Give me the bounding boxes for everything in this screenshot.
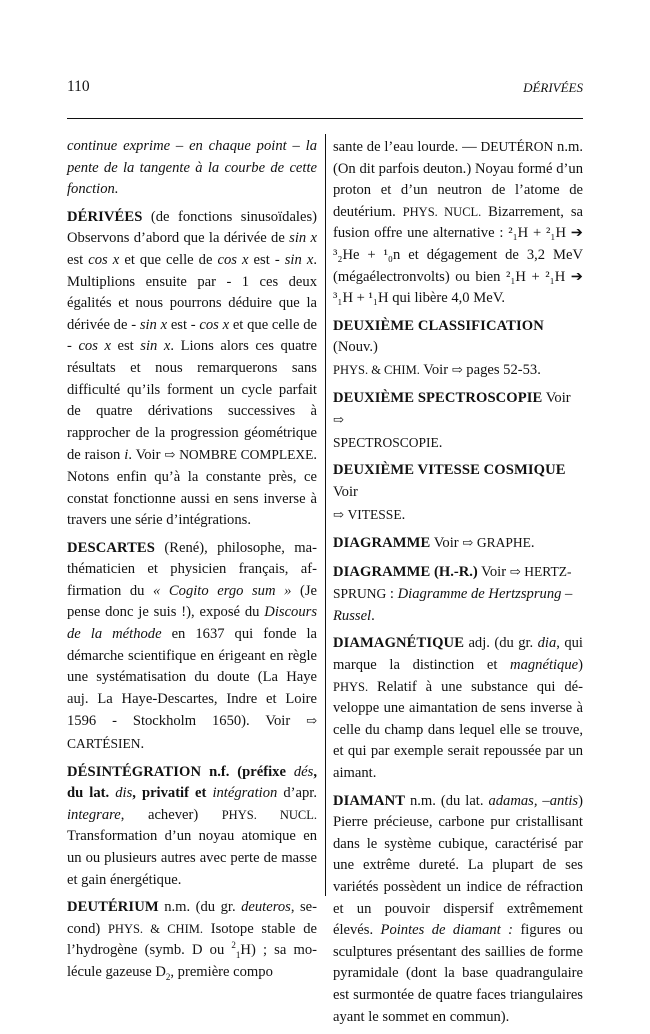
cross-reference-link[interactable]: NOMBRE COMPLEXE (179, 447, 314, 463)
arrow-right-icon: ⇨ (164, 447, 176, 463)
domain-label: PHYS. & CHIM. (107, 921, 203, 936)
entry-deuterium-continued: sante de l’eau lourde. — DEUTÉRON n.m. (On dit parfois deuton.) Noyau formé d’un proton et d’un neutron de l’atome de deutérium. PHYS. NUCL. Bizarrement, sa fusion offre une alternative : ²₁H + ²₁H ➔ ³₂He + ¹₀n et dégagement de 3,2 MeV (mégaélectronvolts) ou bien ²₁H + ²₁H ➔ ³₁H + ¹₁H qui libère 4,0 MeV. (333, 139, 584, 307)
entry-diagramme: DIAGRAMME Voir ⇨ GRAPHE. (333, 535, 535, 552)
headword: DÉSINTÉGRATION (67, 763, 202, 780)
page-number: 110 (67, 78, 90, 95)
fusion-equation-2: ²₁H + ²₁H ➔ ³₁H + ¹₁H (333, 268, 583, 307)
arrow-right-icon: ⇨ (509, 563, 521, 579)
headword: DEUXIÈME CLASSIFICATION (333, 317, 544, 334)
domain-label: PHYS. & CHIM. (333, 362, 420, 377)
left-column (67, 136, 317, 990)
right-column (333, 136, 583, 1034)
fusion-equation-1: ²₁H + ²₁H ➔ ³₂He + ¹₀n (333, 225, 583, 263)
column-divider (325, 134, 326, 896)
domain-label: PHYS. NUCL. (221, 807, 317, 822)
cross-reference-link[interactable]: GRAPHE (476, 535, 531, 551)
headword: DEUTÉRIUM (67, 899, 159, 916)
domain-label: PHYS. (333, 679, 369, 694)
entry-continuation: continue exprime – en chaque point – la pente de la tangente à la courbe de cette fonction. (67, 138, 317, 198)
arrow-right-icon: ⇨ (306, 713, 317, 729)
arrow-right-icon: ⇨ (333, 506, 344, 522)
entry-derivees: DÉRIVÉES (de fonctions sinusoïdales) Observons d’abord que la dérivée de sin x est cos x et que celle de cos x est - sin x. Multiplions ensuite par - 1 ces deux égalités et nous pourrons déduire que la dérivée de - sin x est - cos x et que celle de - cos x est sin x. Lions alors ces quatre résultats et nous remarquerons sans difficulté qu’ils forment un cycle parfait de quatre dérivations successives à rapprocher de la progression géométrique de raison i. Voir ⇨ NOMBRE COMPLEXE. Notons enfin qu’à la constante près, ce constat fonctionne aussi en sens inverse à travers une série d’intégrations. (67, 208, 317, 529)
cross-reference-link[interactable]: CARTÉSIEN (67, 736, 141, 752)
cross-reference-link[interactable]: HERTZSPRUNG (333, 563, 572, 602)
headword: DESCARTES (67, 539, 155, 556)
arrow-right-icon: ⇨ (451, 361, 463, 377)
entry-deuxieme-spectroscopie: DEUXIÈME SPECTROSCOPIE Voir ⇨ SPECTROSCOPIE. (333, 389, 571, 451)
running-head: DÉRIVÉES (523, 80, 583, 95)
entry-desintegration: DÉSINTÉGRATION n.f. (préfixe dés, du lat. dis, privatif et intégration d’apr. integrare, achever) PHYS. NUCL. Transformation d’un noyau atomique en un ou plusieurs autres avec perte de masse et gain énergétique. (67, 763, 318, 888)
headword: DEUXIÈME VITESSE COSMIQUE (333, 462, 566, 479)
arrow-right-icon: ⇨ (333, 412, 344, 428)
entry-deuxieme-vitesse: DEUXIÈME VITESSE COSMIQUE Voir ⇨ VITESSE. (333, 462, 566, 523)
entry-descartes: DESCARTES (René), philosophe, mathématicien et physicien français, affirmation du « Cogito ergo sum » (Je pense donc je suis !), exposé du Discours de la méthode en 1637 qui fonde la démarche scientifique en érigeant en règle une systématisation du doute (La Haye auj. La Haye-Descartes, Indre et Loire 1596 - Stockholm 1650). Voir ⇨ CARTÉSIEN. (67, 539, 317, 753)
top-rule (67, 118, 583, 119)
entry-deuxieme-classification: DEUXIÈME CLASSIFICATION (Nouv.) PHYS. & CHIM. Voir ⇨ pages 52-53. (333, 317, 544, 378)
headword: DIAGRAMME (333, 535, 431, 552)
headword: DEUXIÈME SPECTROSCOPIE (333, 389, 543, 406)
headword: DIAMANT (333, 792, 406, 809)
cross-reference-link[interactable]: pages 52-53. (462, 361, 541, 378)
entry-diagramme-hr: DIAGRAMME (H.-R.) Voir ⇨ HERTZSPRUNG : Diagramme de Hertzsprung –Russel. (333, 563, 573, 624)
cross-reference-link[interactable]: VITESSE (347, 506, 402, 522)
headword: DIAGRAMME (333, 563, 431, 580)
sub-headword: DEUTÉRON (480, 139, 554, 154)
entry-diamant: DIAMANT n.m. (du lat. adamas, –antis) Pierre précieuse, carbone pur cristallisant dans le système cubique, caractérisé par une extrême dureté. La plupart de ses variétés possèdent un indice de réfraction et un pouvoir dispersif extrêmement élevés. Pointes de diamant : figures ou sculptures présentant des saillies de forme pyramidale (dont la base quadrangulaire est surmontée de quatre faces triangulaires ayant le sommet en commun). (333, 792, 583, 1025)
entry-diamagnetique: DIAMAGNÉTIQUE adj. (du gr. dia, qui marque la distinction et magnétique) PHYS. Relatif à une substance qui développe une aimantation de sens inverse à celle du champ dans lequel elle se trouve, et qui par exemple serait repoussée par un aimant. (333, 635, 583, 782)
domain-label: PHYS. NUCL. (402, 204, 482, 219)
headword: DÉRIVÉES (67, 208, 143, 225)
entry-deuterium: DEUTÉRIUM n.m. (du gr. deuteros, second) PHYS. & CHIM. Isotope stable de l’hydrogène (symb. D ou $^2_1$H) ; sa molécule gazeuse $D_2$, première compo (67, 899, 317, 982)
headword: DIAMAGNÉTIQUE (333, 635, 465, 652)
cross-reference-link[interactable]: SPECTROSCOPIE (333, 434, 439, 450)
arrow-right-icon: ⇨ (462, 535, 474, 551)
